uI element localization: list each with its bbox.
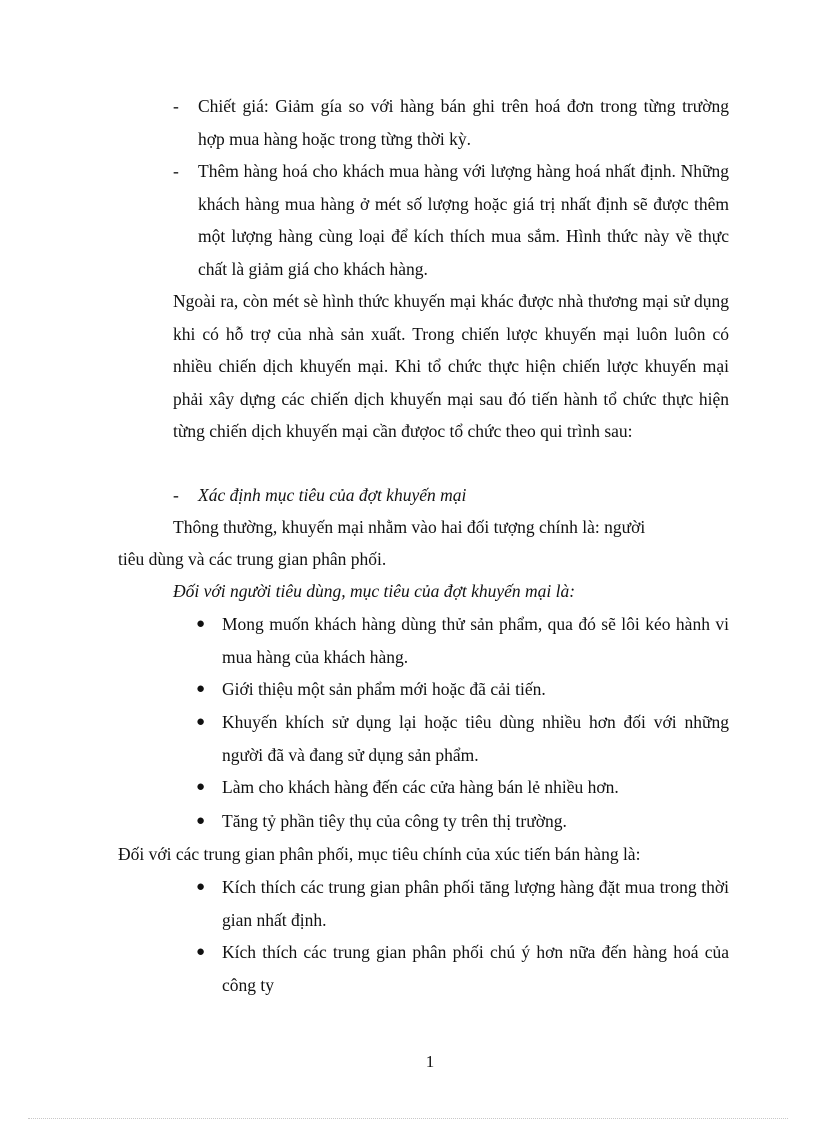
bullet-marker: ● — [196, 616, 206, 632]
dash-marker: - — [173, 485, 179, 505]
intro-paragraph: Ngoài ra, còn mét sè hình thức khuyến mại khác được nhà thương mại sử dụng khi có hỗ trợ của nhà sản xuất. Trong chiến lược khuyến mại luôn luôn có nhiều chiến dịch khuyến mại. Khi tổ chức thực hiện chiến lược khuyến mại phải xây dựng các chiến dịch khuyến mại sau đó tiến hành tổ chức thực hiện từng chiến dịch khuyến mại cần đượoc tổ chức theo qui trình sau: — [173, 291, 729, 441]
footer-divider — [28, 1118, 788, 1119]
bullet-item-text: Mong muốn khách hàng dùng thử sản phẩm, qua đó sẽ lôi kéo hành vi mua hàng của khách hàng. — [222, 614, 729, 667]
consumer-goals-heading: Đối với người tiêu dùng, mục tiêu của đợt khuyến mại là: — [173, 581, 576, 601]
bullet-marker: ● — [196, 779, 206, 795]
dash-item-text: Thêm hàng hoá cho khách mua hàng với lượng hàng hoá nhất định. Những khách hàng mua hàng ở mét số lượng hoặc giá trị nhất định sẽ được thêm một lượng hàng cùng loại để kích thích mua sắm. Hình thức này về thực chất là giảm giá cho khách hàng. — [198, 161, 729, 279]
distributor-goals-heading: Đối với các trung gian phân phối, mục tiêu chính của xúc tiến bán hàng là: — [118, 844, 641, 864]
dash-marker: - — [173, 96, 179, 116]
bullet-list-item — [196, 608, 729, 673]
bullet-item-text: Tăng tỷ phần tiêy thụ của công ty trên thị trường. — [222, 811, 567, 831]
bullet-list-item — [196, 805, 729, 838]
bullet-marker: ● — [196, 944, 206, 960]
dash-list-item-goal — [173, 479, 729, 512]
bullet-list-item — [196, 871, 729, 936]
bullet-item-text: Kích thích các trung gian phân phối chú ý hơn nữa đến hàng hoá của công ty — [222, 942, 729, 995]
bullet-item-text: Khuyến khích sử dụng lại hoặc tiêu dùng nhiều hơn đối với những người đã và đang sử dụng sản phẩm. — [222, 712, 729, 765]
targets-paragraph-line1: Thông thường, khuyến mại nhằm vào hai đối tượng chính là: người — [173, 517, 646, 537]
goal-heading: Xác định mục tiêu của đợt khuyến mại — [198, 485, 467, 505]
bullet-item-text: Kích thích các trung gian phân phối tăng lượng hàng đặt mua trong thời gian nhất định. — [222, 877, 729, 930]
dash-list-item — [173, 90, 729, 155]
bullet-marker: ● — [196, 714, 206, 730]
dash-list-item — [173, 155, 729, 285]
bullet-item-text: Giới thiệu một sản phẩm mới hoặc đã cải tiến. — [222, 679, 546, 699]
bullet-marker: ● — [196, 813, 206, 829]
bullet-list-item — [196, 936, 729, 1001]
targets-paragraph-line2: tiêu dùng và các trung gian phân phối. — [118, 549, 387, 569]
bullet-list-item — [196, 706, 729, 771]
bullet-marker: ● — [196, 681, 206, 697]
page-number: 1 — [425, 1052, 435, 1071]
bullet-list-item — [196, 673, 729, 706]
dash-item-text: Chiết giá: Giảm gía so với hàng bán ghi trên hoá đơn trong từng trường hợp mua hàng hoặc trong từng thời kỳ. — [198, 96, 729, 149]
dash-marker: - — [173, 161, 179, 181]
bullet-list-item — [196, 771, 729, 804]
bullet-item-text: Làm cho khách hàng đến các cửa hàng bán lẻ nhiều hơn. — [222, 777, 619, 797]
bullet-marker: ● — [196, 879, 206, 895]
